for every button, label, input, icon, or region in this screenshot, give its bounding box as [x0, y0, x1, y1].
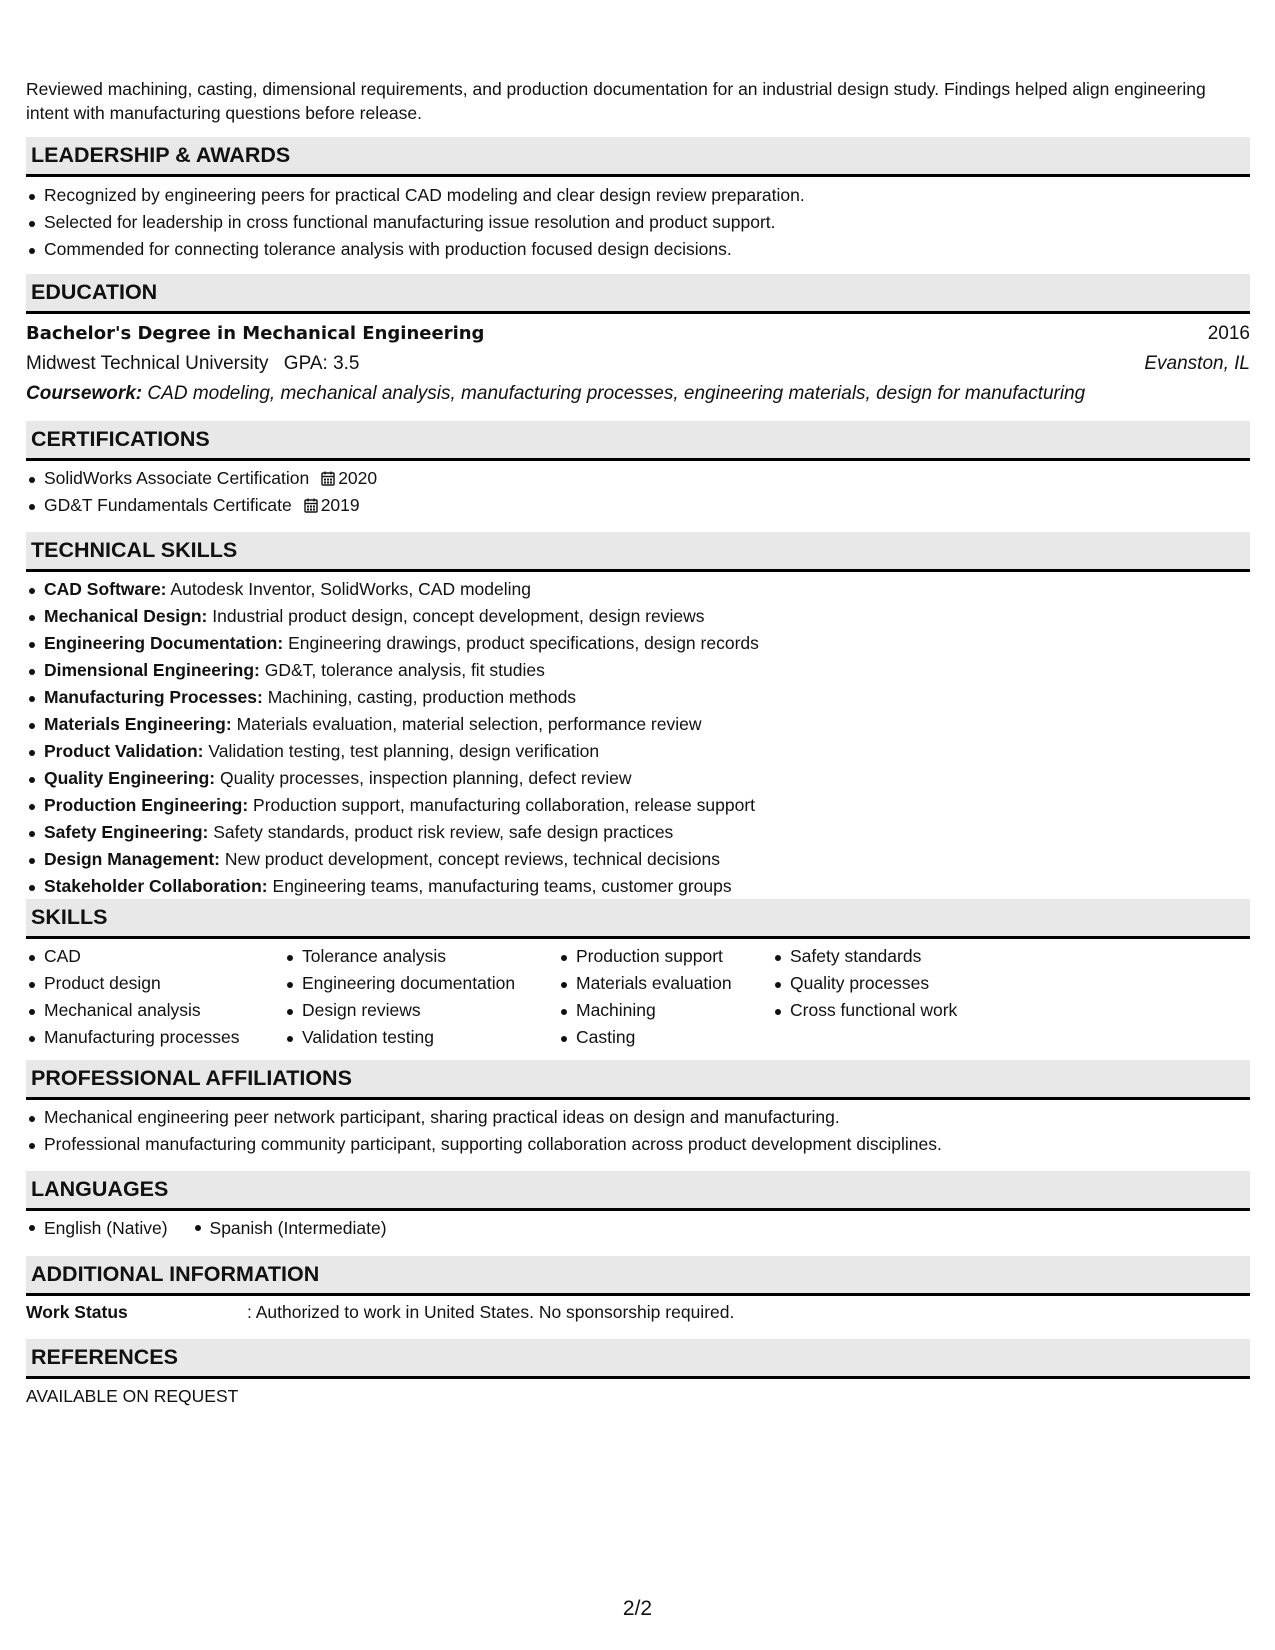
list-item	[26, 765, 1250, 792]
section-heading: TECHNICAL SKILLS	[26, 532, 1250, 572]
section-heading: CERTIFICATIONS	[26, 421, 1250, 461]
list-item: Commended for connecting tolerance analysis with production focused design decisions.	[26, 236, 1250, 263]
section-heading: REFERENCES	[26, 1339, 1250, 1379]
certification-year: 2019	[320, 495, 360, 515]
certifications-section	[26, 421, 1250, 519]
skill-detail: Validation testing, test planning, design verification	[208, 741, 600, 761]
list-item: Product design	[26, 970, 240, 997]
skills-grid	[26, 943, 1250, 1051]
list-item: Cross functional work	[772, 997, 957, 1024]
list-item	[26, 630, 1250, 657]
list-item: Casting	[558, 1024, 732, 1051]
degree-row	[26, 319, 1250, 349]
additional-info-section	[26, 1256, 1250, 1325]
skills-section	[26, 899, 1250, 1051]
skill-detail: Engineering teams, manufacturing teams, customer groups	[272, 876, 732, 896]
skills-column	[26, 943, 240, 1051]
list-item: Engineering documentation	[284, 970, 515, 997]
gpa: GPA: 3.5	[283, 353, 360, 374]
section-heading: PROFESSIONAL AFFILIATIONS	[26, 1060, 1250, 1100]
languages-section	[26, 1171, 1250, 1242]
list-item	[26, 603, 1250, 630]
list-item	[26, 657, 1250, 684]
list-item	[26, 576, 1250, 603]
list-item: Safety standards	[772, 943, 957, 970]
list-item: Machining	[558, 997, 732, 1024]
skill-detail: Quality processes, inspection planning, defect review	[220, 768, 632, 788]
list-item: Manufacturing processes	[26, 1024, 240, 1051]
skill-category: Mechanical Design:	[44, 606, 208, 626]
list-item: Design reviews	[284, 997, 515, 1024]
language-item: English (Native)	[26, 1218, 168, 1238]
list-item	[26, 819, 1250, 846]
education-section	[26, 274, 1250, 409]
calendar-icon	[321, 471, 335, 486]
calendar-icon	[304, 498, 318, 513]
section-heading: LANGUAGES	[26, 1171, 1250, 1211]
skills-column	[284, 943, 515, 1051]
skill-detail: New product development, concept reviews, technical decisions	[224, 849, 720, 869]
leadership-list	[26, 182, 1250, 263]
list-item: CAD	[26, 943, 240, 970]
skill-detail: Safety standards, product risk review, safe design practices	[213, 822, 674, 842]
skill-detail: Industrial product design, concept development, design reviews	[212, 606, 705, 626]
graduation-year: 2016	[1207, 323, 1250, 344]
skills-column	[772, 943, 957, 1024]
school-name: Midwest Technical University	[26, 353, 269, 374]
list-item: Quality processes	[772, 970, 957, 997]
technical-skills-section	[26, 532, 1250, 900]
skill-category: Materials Engineering:	[44, 714, 232, 734]
school-location: Evanston, IL	[1144, 353, 1250, 374]
affiliations-section	[26, 1060, 1250, 1158]
list-item	[26, 792, 1250, 819]
school-row	[26, 349, 1250, 379]
list-item: Validation testing	[284, 1024, 515, 1051]
languages-list	[26, 1215, 1250, 1242]
skill-detail: Machining, casting, production methods	[267, 687, 577, 707]
skill-category: Quality Engineering:	[44, 768, 216, 788]
section-heading: SKILLS	[26, 899, 1250, 939]
list-item: Materials evaluation	[558, 970, 732, 997]
coursework-row	[26, 379, 1250, 409]
skill-detail: Materials evaluation, material selection, performance review	[236, 714, 702, 734]
section-heading: EDUCATION	[26, 274, 1250, 314]
skill-category: Safety Engineering:	[44, 822, 209, 842]
coursework-label: Coursework:	[26, 383, 143, 404]
section-heading: LEADERSHIP & AWARDS	[26, 137, 1250, 177]
list-item: Professional manufacturing community participant, supporting collaboration across product development disciplines.	[26, 1131, 1250, 1158]
list-item: Recognized by engineering peers for practical CAD modeling and clear design review preparation.	[26, 182, 1250, 209]
coursework-text: CAD modeling, mechanical analysis, manufacturing processes, engineering materials, design for manufacturing	[147, 383, 1086, 404]
certifications-list	[26, 465, 1250, 519]
list-item	[26, 846, 1250, 873]
skill-category: Stakeholder Collaboration:	[44, 876, 268, 896]
skill-detail: GD&T, tolerance analysis, fit studies	[264, 660, 545, 680]
list-item: Production support	[558, 943, 732, 970]
affiliations-list	[26, 1104, 1250, 1158]
list-item: Tolerance analysis	[284, 943, 515, 970]
section-heading: ADDITIONAL INFORMATION	[26, 1256, 1250, 1296]
skill-category: CAD Software:	[44, 579, 167, 599]
experience-summary: Reviewed machining, casting, dimensional requirements, and production documentation for an industrial design study. Findings helped align engineering intent with manufacturing questions before release.	[26, 79, 1206, 123]
list-item	[26, 465, 1250, 492]
work-status-label: Work Status	[26, 1302, 128, 1322]
certification-name: GD&T Fundamentals Certificate	[44, 495, 292, 515]
technical-skills-list	[26, 576, 1250, 900]
skill-category: Design Management:	[44, 849, 220, 869]
list-item	[26, 684, 1250, 711]
skills-column	[558, 943, 732, 1051]
leadership-section	[26, 137, 1250, 263]
skill-detail: Production support, manufacturing collaboration, release support	[253, 795, 756, 815]
degree-title: Bachelor's Degree in Mechanical Engineering	[26, 323, 485, 344]
work-status-value: : Authorized to work in United States. No sponsorship required.	[247, 1302, 735, 1322]
skill-category: Production Engineering:	[44, 795, 249, 815]
work-status-row	[26, 1299, 1250, 1325]
list-item: Selected for leadership in cross functional manufacturing issue resolution and product support.	[26, 209, 1250, 236]
skill-detail: Autodesk Inventor, SolidWorks, CAD modeling	[170, 579, 531, 599]
list-item: Mechanical engineering peer network participant, sharing practical ideas on design and manufacturing.	[26, 1104, 1250, 1131]
list-item	[26, 492, 1250, 519]
references-text: AVAILABLE ON REQUEST	[26, 1386, 239, 1406]
skill-category: Engineering Documentation:	[44, 633, 284, 653]
page-number: 2/2	[622, 1597, 653, 1620]
list-item	[26, 873, 1250, 900]
language-item: Spanish (Intermediate)	[192, 1218, 387, 1238]
list-item	[26, 711, 1250, 738]
references-section	[26, 1339, 1250, 1409]
skill-category: Dimensional Engineering:	[44, 660, 260, 680]
skill-category: Manufacturing Processes:	[44, 687, 263, 707]
skill-category: Product Validation:	[44, 741, 204, 761]
skill-detail: Engineering drawings, product specifications, design records	[288, 633, 759, 653]
certification-name: SolidWorks Associate Certification	[44, 468, 310, 488]
list-item	[26, 738, 1250, 765]
list-item: Mechanical analysis	[26, 997, 240, 1024]
certification-year: 2020	[338, 468, 378, 488]
